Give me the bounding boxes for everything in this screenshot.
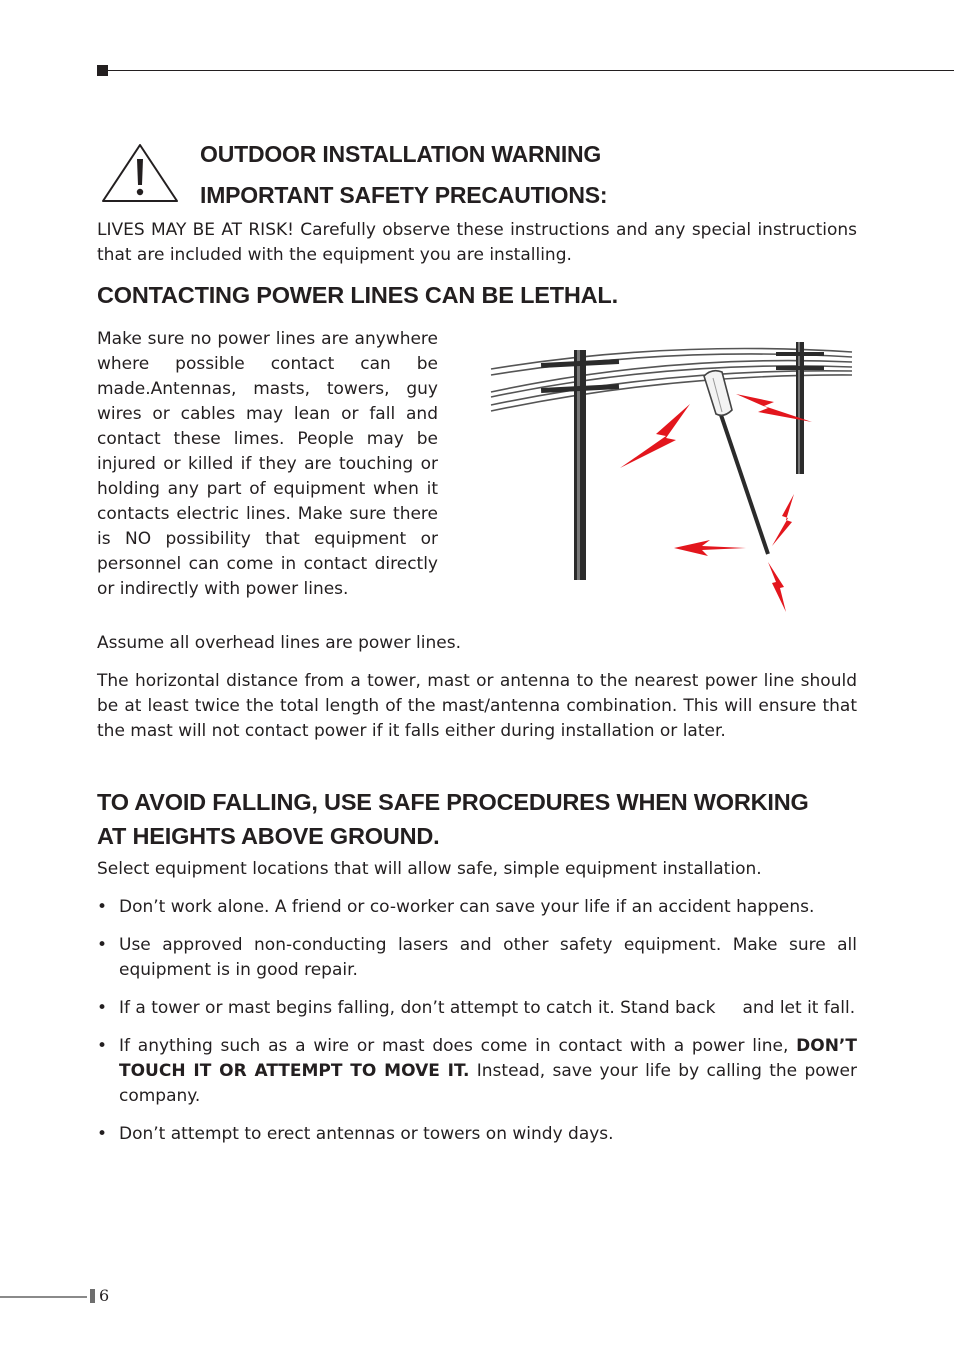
bullet-text: If a tower or mast begins falling, don’t attempt to catch it. Stand back and let it fall. xyxy=(119,998,856,1018)
warning-triangle-icon xyxy=(100,142,180,204)
section-heading-falling-line1: TO AVOID FALLING, USE SAFE PROCEDURES WHEN WORKING xyxy=(97,789,809,815)
bullet-text: Use approved non-conducting lasers and other safety equipment. Make sure all equipment is in good repair. xyxy=(119,935,857,980)
bullet-marker: • xyxy=(97,1124,108,1144)
equipment-locations-paragraph: Select equipment locations that will allow safe, simple equipment installation. xyxy=(97,859,762,879)
header-rule xyxy=(108,70,954,71)
footer-rule xyxy=(0,1296,87,1298)
list-item xyxy=(97,1034,857,1109)
header-square-marker xyxy=(97,65,108,76)
list-item xyxy=(97,895,857,920)
horizontal-distance-paragraph: The horizontal distance from a tower, mast or antenna to the nearest power line should be at least twice the total length of the mast/antenna combination. This will ensure that the mast will not contact power if it falls either during installation or later. xyxy=(97,671,857,741)
warning-title: OUTDOOR INSTALLATION WARNING xyxy=(200,141,602,167)
assume-power-lines-note: Assume all overhead lines are power lines. xyxy=(97,633,461,653)
safety-bullet-list xyxy=(97,895,857,1160)
section-heading-power-lines: CONTACTING POWER LINES CAN BE LETHAL. xyxy=(97,282,618,308)
bullet-text-continued: Instead, save your life by calling the power company. xyxy=(119,1061,857,1106)
list-item xyxy=(97,996,857,1021)
bullet-emphasis: DON’T TOUCH IT OR ATTEMPT TO MOVE IT. xyxy=(119,1036,857,1081)
bullet-text: Don’t attempt to erect antennas or towers on windy days. xyxy=(119,1124,614,1144)
power-lines-paragraph: Make sure no power lines are anywhere where possible contact can be made.Antennas, masts, towers, guy wires or cables may lean or fall and contact these limes. People may be injured or killed if they are touching or holding any part of equipment when it contacts electric lines. Make sure there is NO possibility that equipment or personnel can come in contact directly or indirectly with power lines. xyxy=(97,329,438,599)
page-number: 6 xyxy=(99,1286,110,1305)
bullet-marker: • xyxy=(97,935,108,955)
intro-paragraph: LIVES MAY BE AT RISK! Carefully observe these instructions and any special instructions that are included with the equipment you are installing. xyxy=(97,220,857,265)
section-heading-falling-line2: AT HEIGHTS ABOVE GROUND. xyxy=(97,823,440,849)
bullet-marker: • xyxy=(97,998,108,1018)
list-item xyxy=(97,1122,857,1147)
footer-marker xyxy=(90,1289,95,1303)
bullet-text: If anything such as a wire or mast does come in contact with a power line, xyxy=(119,1036,797,1056)
bullet-marker: • xyxy=(97,897,108,917)
power-line-hazard-illustration xyxy=(488,342,858,617)
precautions-title: IMPORTANT SAFETY PRECAUTIONS: xyxy=(200,182,608,208)
bullet-marker: • xyxy=(97,1036,108,1056)
bullet-text: Don’t work alone. A friend or co-worker can save your life if an accident happens. xyxy=(119,897,815,917)
list-item xyxy=(97,933,857,983)
